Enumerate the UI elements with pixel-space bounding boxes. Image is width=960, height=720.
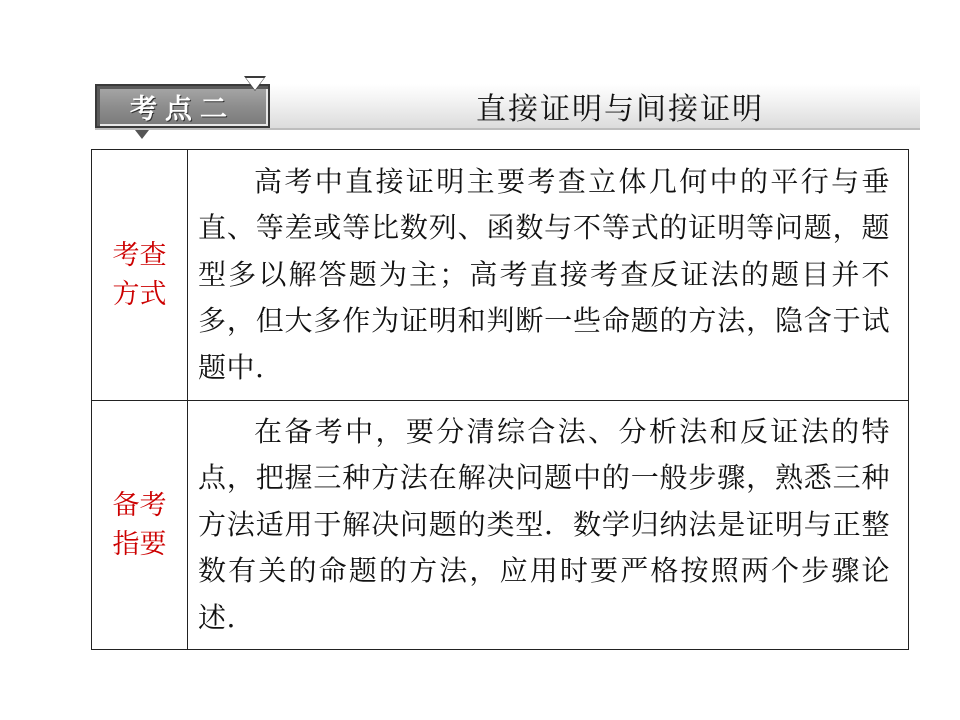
content-table xyxy=(91,149,909,650)
row-text: 在备考中，要分清综合法、分析法和反证法的特点，把握三种方法在解决问题中的一般步骤，熟悉三种方法适用于解决问题的类型．数学归纳法是证明与正整数有关的命题的方法，应用时要严格按照两个步骤论述. xyxy=(188,401,909,650)
row-text: 高考中直接证明主要考查立体几何中的平行与垂直、等差或等比数列、函数与不等式的证明等问题，题型多以解答题为主；高考直接考查反证法的题目并不多，但大多作为证明和判断一些命题的方法，隐含于试题中. xyxy=(188,150,909,401)
row-label-line: 考查 xyxy=(112,240,167,271)
badge-notch-icon xyxy=(246,78,264,90)
table-row-prep-guide xyxy=(92,401,909,650)
row-label-line: 指要 xyxy=(112,529,167,560)
section-title: 直接证明与间接证明 xyxy=(476,92,764,127)
table-row-exam-method xyxy=(92,150,909,401)
row-label xyxy=(92,401,188,650)
badge-pointer-icon xyxy=(135,130,149,139)
row-label xyxy=(92,150,188,401)
section-badge-label: 考点二 xyxy=(130,93,235,125)
row-label-line: 备考 xyxy=(112,490,167,521)
row-label-line: 方式 xyxy=(112,279,167,310)
